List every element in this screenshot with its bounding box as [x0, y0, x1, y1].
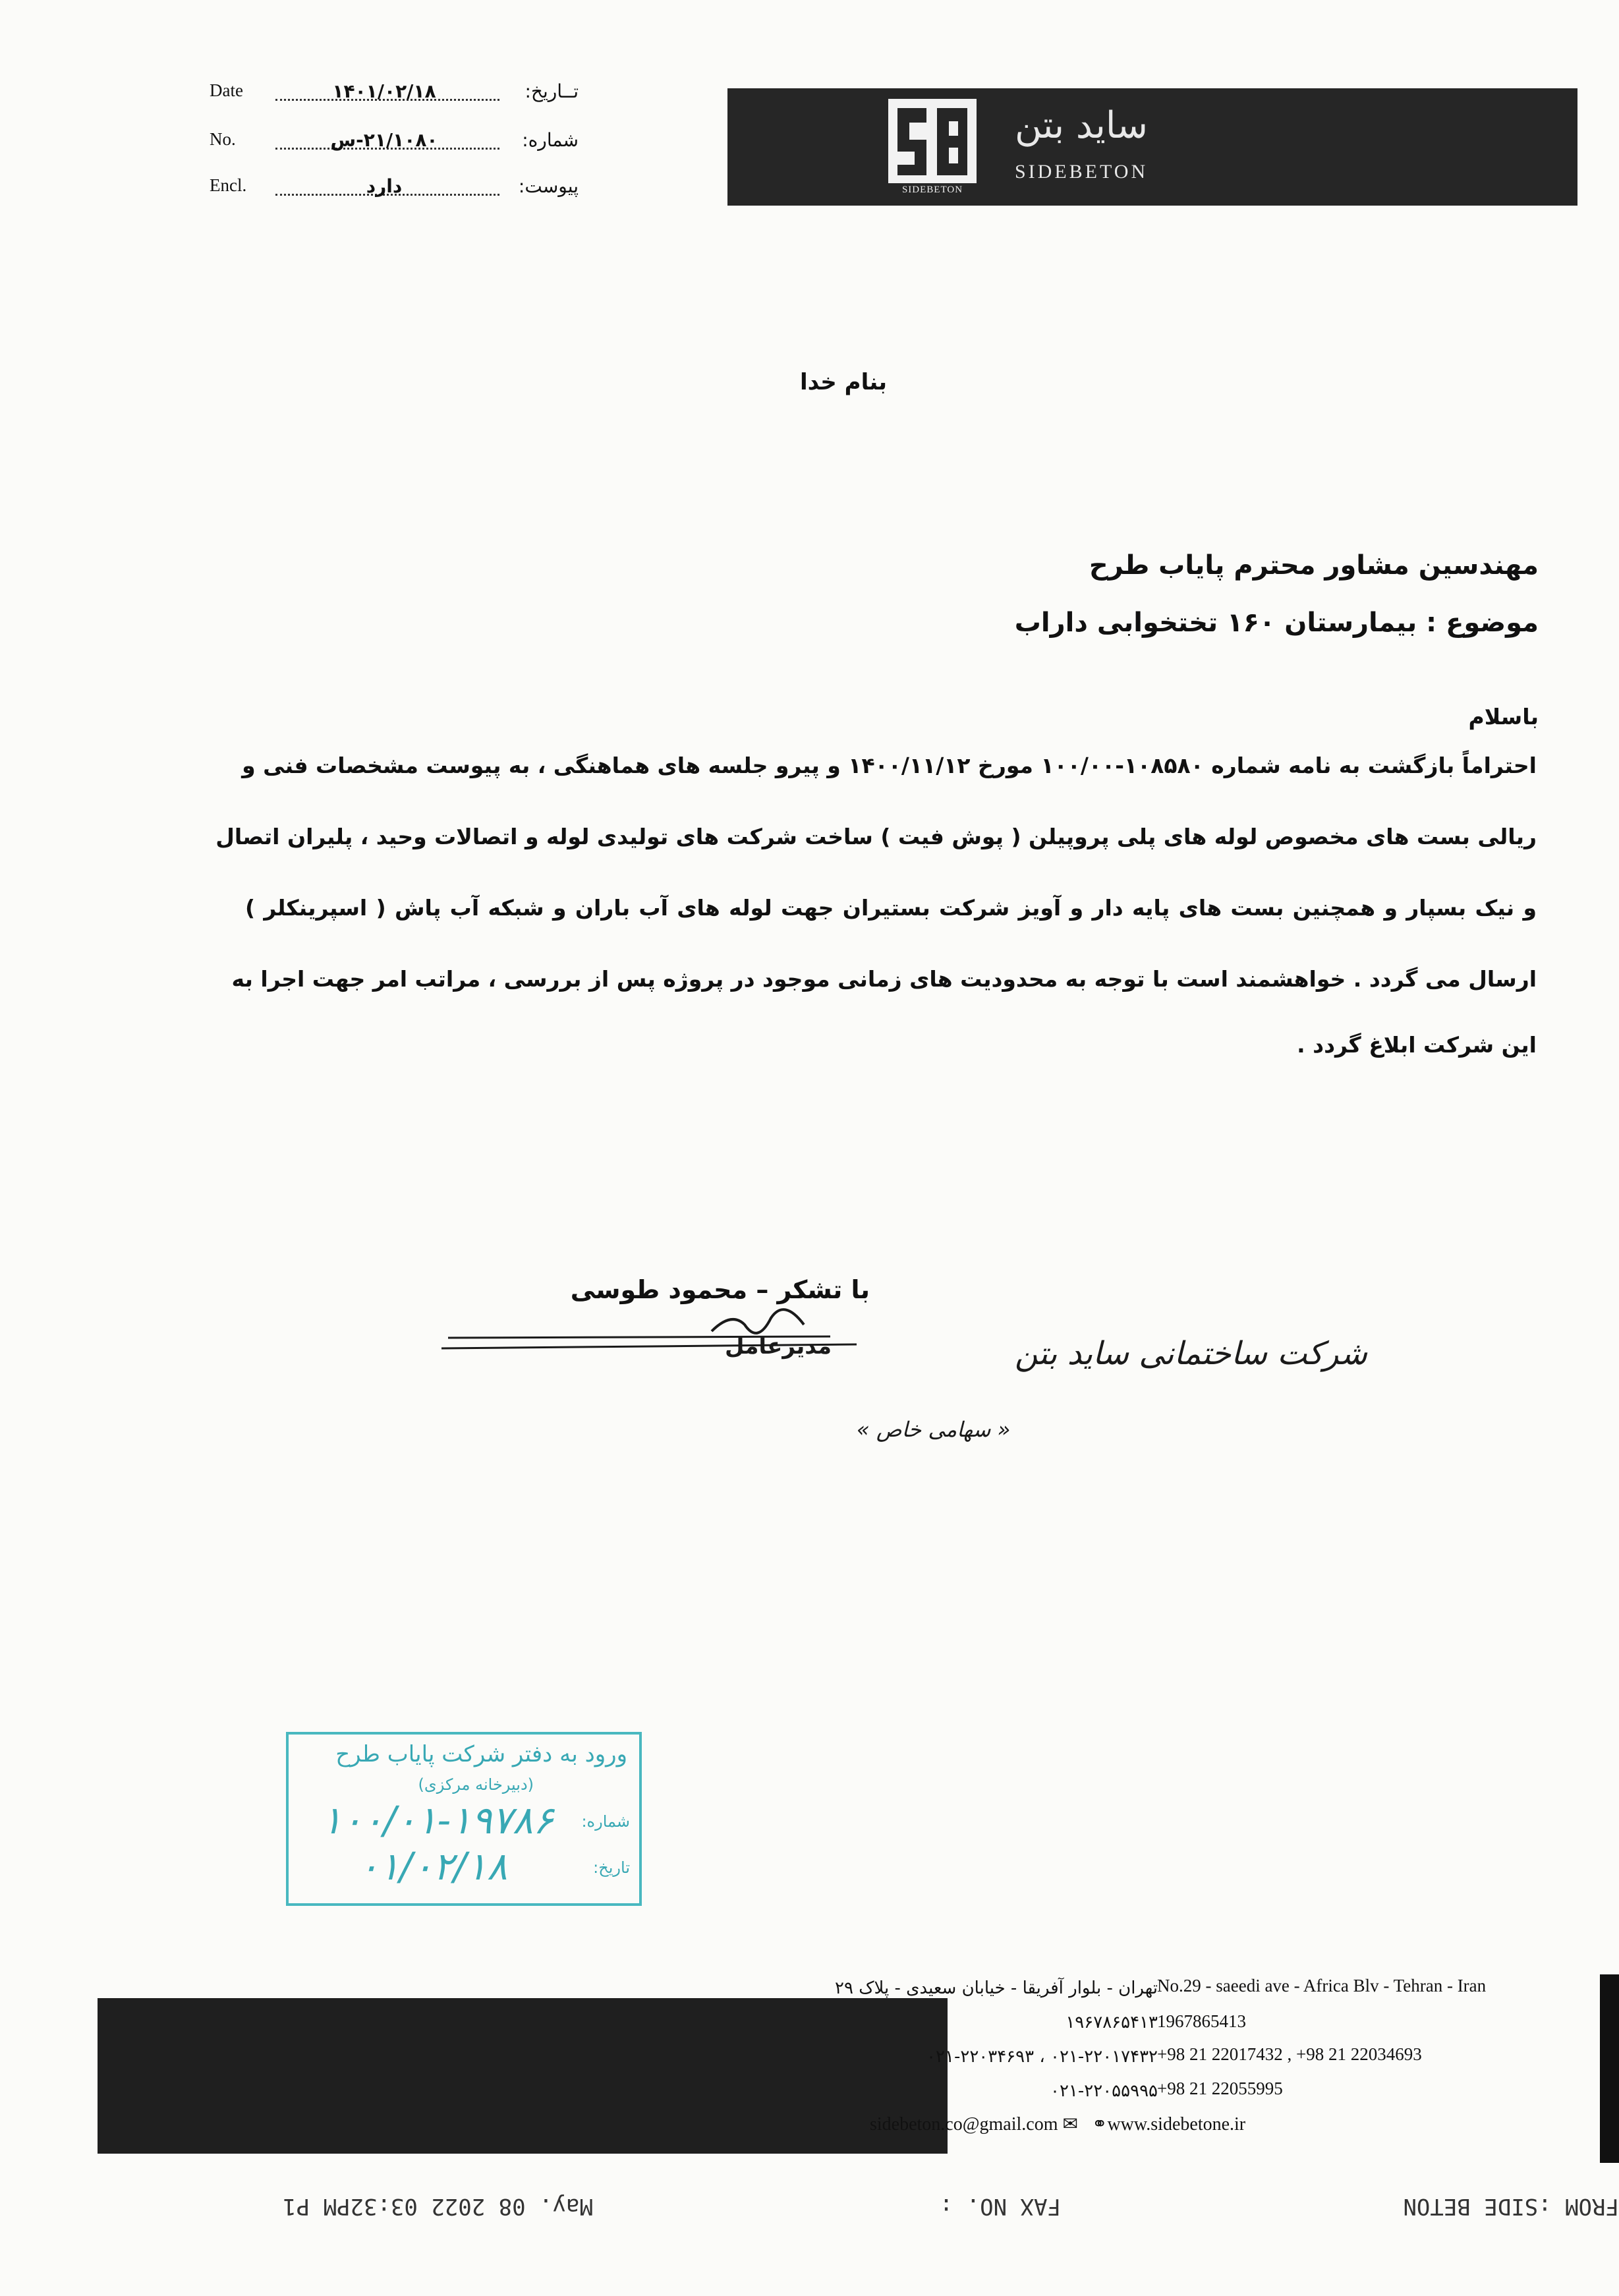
encl-value: دارد: [366, 175, 403, 197]
number-label-fa: شماره:: [522, 129, 579, 151]
footer-fax-en: +98 21 22055995: [1157, 2079, 1283, 2098]
footer-fax-fa: ۰۲۱-۲۲۰۵۵۹۹۵: [1050, 2081, 1158, 2101]
date-label-en: Date: [210, 80, 243, 100]
company-name-fa: ساید بتن: [1015, 104, 1148, 147]
company-signature-text: شرکت ساختمانی ساید بتن: [1015, 1335, 1367, 1372]
letterhead-logo-bar: [727, 88, 1577, 206]
footer-edge-bar: [1600, 1974, 1619, 2163]
footer-address-fa: تهران - بلوار آفریقا - خیابان سعیدی - پلاک ۲۹: [835, 1978, 1158, 1998]
footer-address-en: No.29 - saeedi ave - Africa Blv - Tehran - Iran: [1157, 1976, 1487, 1995]
footer-phones-en: +98 21 22017432 , +98 21 22034693: [1157, 2044, 1422, 2064]
closing-signoff: با تشکر – محمود طوسی: [570, 1275, 870, 1304]
body-line: این شرکت ابلاغ گردد .: [1297, 1032, 1537, 1058]
subject-line: موضوع : بیمارستان ۱۶۰ تختخوابی داراب: [1014, 608, 1539, 638]
stamp-number-value: ۱۰۰/۰۱-۱۹۷۸۶: [322, 1798, 554, 1843]
date-row: [210, 80, 579, 113]
stamp-subtitle: (دبیرخانه مرکزی): [418, 1775, 534, 1794]
company-note-text: « سهامی خاص »: [857, 1417, 1011, 1442]
number-row: [210, 129, 579, 162]
stamp-title: ورود به دفتر شرکت پایاب طرح: [335, 1741, 627, 1767]
date-value: ۱۴۰۱/۰۲/۱۸: [332, 80, 436, 102]
logo-caption: SIDEBETON: [901, 185, 963, 195]
body-line: ریالی بست های مخصوص لوله های پلی پروپیلن ( پوش فیت ) ساخت شرکت های تولیدی لوله و اتصالات وحید ، پلیران اتصال: [215, 824, 1537, 849]
footer-bar: [98, 1998, 948, 2154]
email-icon: ✉: [1062, 2114, 1078, 2135]
fax-number: FAX NO. :: [939, 2193, 1061, 2220]
company-title-text: مدیرعامل: [725, 1333, 832, 1360]
signature-graphic: [435, 1285, 1367, 1456]
email-text: sidebeton.co@gmail.com: [870, 2114, 1058, 2135]
number-value: ۲۱/۱۰۸۰-س: [330, 129, 438, 151]
addressee: مهندسین مشاور محترم پایاب طرح: [1089, 550, 1539, 581]
fax-from: FROM :SIDE BETON: [1403, 2193, 1619, 2220]
encl-label-en: Encl.: [210, 175, 247, 195]
sidebeton-logo-icon: [888, 99, 977, 191]
date-label-fa: تــاریخ:: [525, 80, 579, 102]
bismillah: بنام خدا: [800, 369, 887, 395]
footer-phones-fa: ۰۲۱-۲۲۰۱۷۴۳۲ ، ۰۲۱-۲۲۰۳۴۶۹۳: [926, 2047, 1158, 2067]
website-icon: ⚭: [1091, 2114, 1108, 2135]
body-line: و نیک بسپار و همچنین بست های پایه دار و آویز شرکت بستیران جهت لوله های آب باران و شبکه آب پاش ( اسپرینکلر ): [245, 895, 1537, 921]
stamp-date-value: ۰۱/۰۲/۱۸: [358, 1844, 507, 1889]
stamp-date-label: تاریخ:: [593, 1858, 630, 1877]
body-line: احتراماً بازگشت به نامه شماره ۱۰۸۵۸۰-۱۰۰/۰۰ مورخ ۱۴۰۰/۱۱/۱۲ و پیرو جلسه های هماهنگی ، به پیوست مشخصات فنی و: [242, 753, 1537, 778]
stamp-number-label: شماره:: [581, 1812, 630, 1831]
encl-row: [210, 175, 579, 208]
footer-postal-en: 1967865413: [1157, 2011, 1246, 2031]
website-text: www.sidebetone.ir: [1107, 2114, 1246, 2135]
company-name-en: SIDEBETON: [1015, 161, 1149, 183]
encl-label-fa: پیوست:: [518, 175, 579, 197]
greeting: باسلام: [1468, 704, 1539, 730]
body-line: ارسال می گردد . خواهشمند است با توجه به محدودیت های زمانی موجود در پروژه پس از بررسی ، مراتب امر جهت اجرا به: [231, 966, 1537, 992]
footer-postal-fa: ۱۹۶۷۸۶۵۴۱۳: [1065, 2013, 1158, 2032]
fax-timestamp: May. 08 2022 03:32PM P1: [283, 2193, 593, 2220]
received-stamp: [286, 1732, 642, 1906]
number-label-en: No.: [210, 129, 236, 149]
footer-contact-row: [870, 2113, 1245, 2135]
